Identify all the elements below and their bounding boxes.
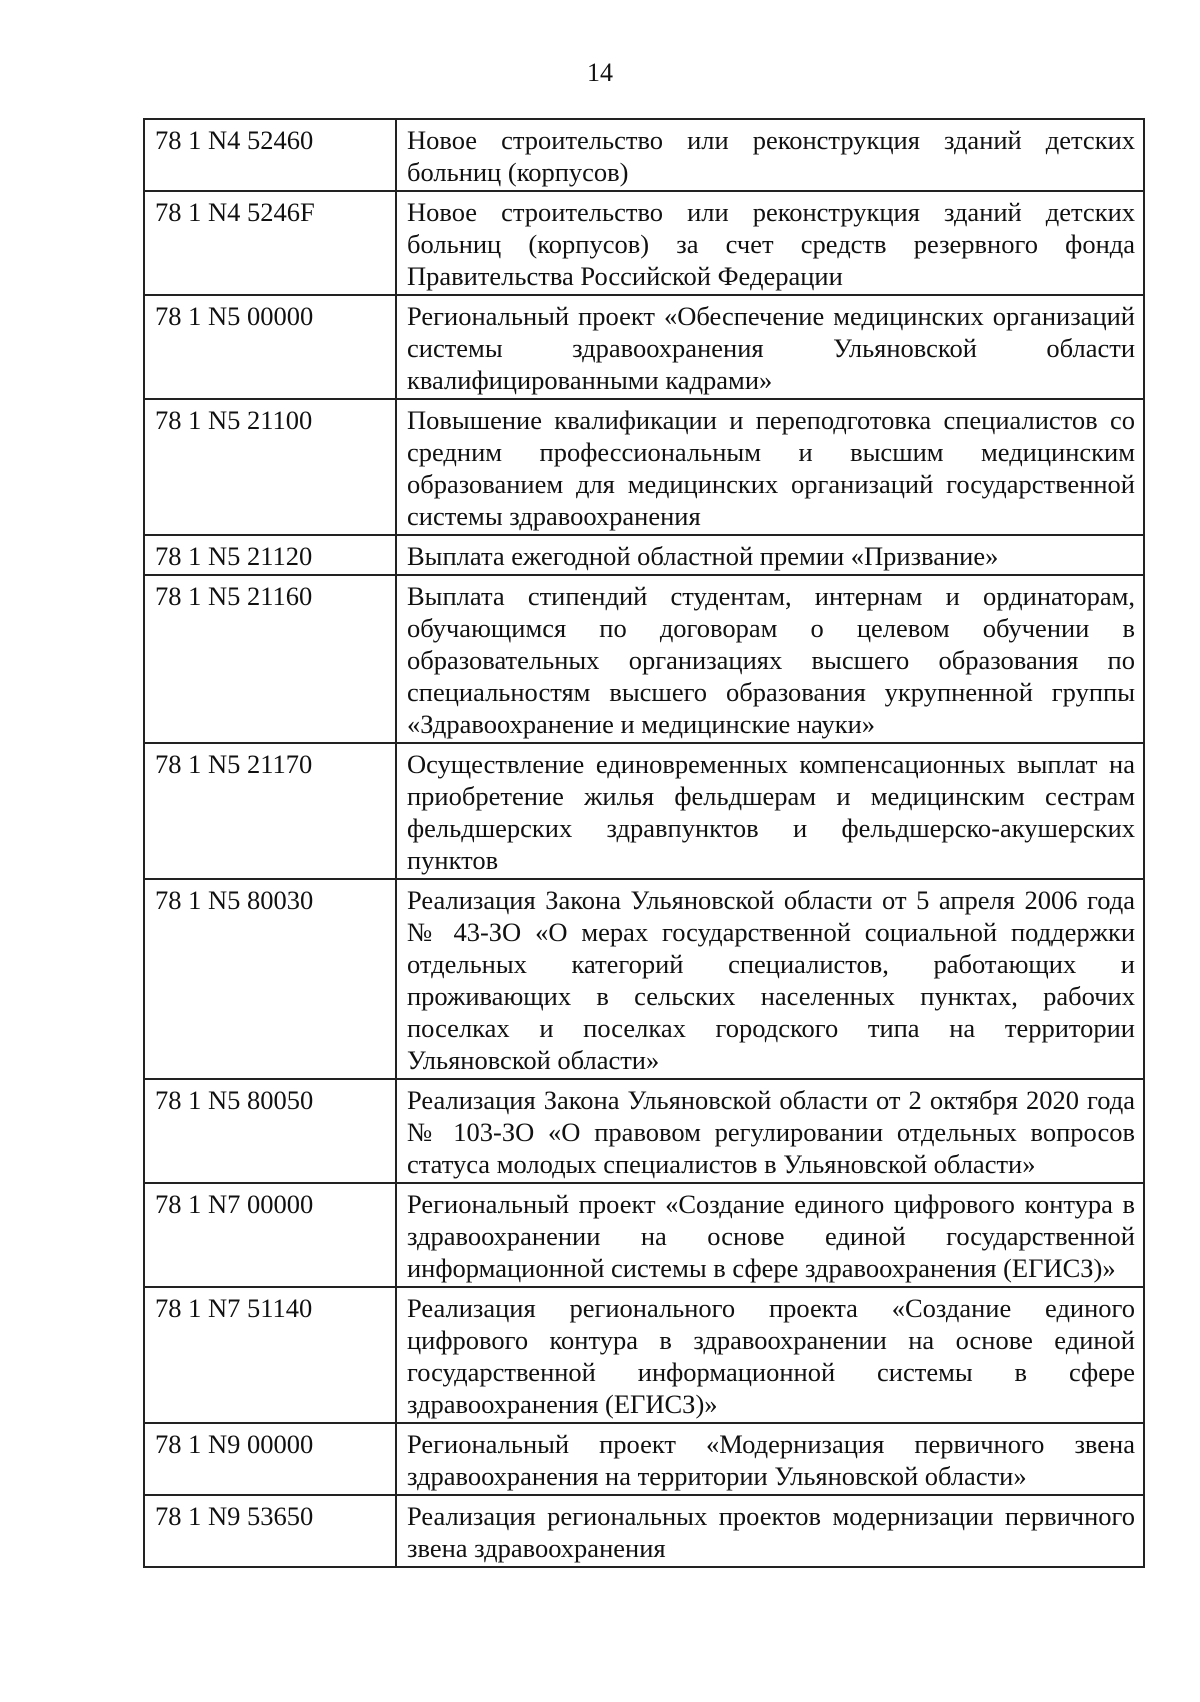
table-row	[144, 1495, 1144, 1567]
row-code: 78 1 N5 00000	[144, 295, 396, 399]
row-code: 78 1 N9 00000	[144, 1423, 396, 1495]
row-description: Региональный проект «Модернизация первичного звена здравоохранения на территории Ульяновской области»	[396, 1423, 1144, 1495]
table-row	[144, 1423, 1144, 1495]
row-description: Осуществление единовременных компенсационных выплат на приобретение жилья фельдшерам и медицинским сестрам фельдшерских здравпунктов и фельдшерско-акушерских пунктов	[396, 743, 1144, 879]
row-code: 78 1 N4 52460	[144, 119, 396, 191]
table-row	[144, 879, 1144, 1079]
table-row	[144, 535, 1144, 575]
row-code: 78 1 N5 21100	[144, 399, 396, 535]
table-row	[144, 1079, 1144, 1183]
row-code: 78 1 N7 00000	[144, 1183, 396, 1287]
table-row	[144, 575, 1144, 743]
row-description: Повышение квалификации и переподготовка специалистов со средним профессиональным и высшим медицинским образованием для медицинских организаций государственной системы здравоохранения	[396, 399, 1144, 535]
row-description: Региональный проект «Создание единого цифрового контура в здравоохранении на основе единой государственной информационной системы в сфере здравоохранения (ЕГИСЗ)»	[396, 1183, 1144, 1287]
row-description: Реализация Закона Ульяновской области от 5 апреля 2006 года № 43-ЗО «О мерах государственной социальной поддержки отдельных категорий специалистов, работающих и проживающих в сельских населенных пунктах, рабочих поселках и поселках городского типа на территории Ульяновской области»	[396, 879, 1144, 1079]
table-row	[144, 1287, 1144, 1423]
budget-code-table	[143, 118, 1145, 1568]
row-code: 78 1 N5 80030	[144, 879, 396, 1079]
row-code: 78 1 N5 21160	[144, 575, 396, 743]
table-row	[144, 399, 1144, 535]
row-code: 78 1 N9 53650	[144, 1495, 396, 1567]
page-number: 14	[587, 58, 613, 87]
row-description: Реализация регионального проекта «Создание единого цифрового контура в здравоохранении на основе единой государственной информационной системы в сфере здравоохранения (ЕГИСЗ)»	[396, 1287, 1144, 1423]
row-code: 78 1 N4 5246F	[144, 191, 396, 295]
table-row	[144, 743, 1144, 879]
table-row	[144, 295, 1144, 399]
row-description: Выплата стипендий студентам, интернам и ординаторам, обучающимся по договорам о целевом обучении в образовательных организациях высшего образования по специальностям высшего образования укрупненной группы «Здравоохранение и медицинские науки»	[396, 575, 1144, 743]
row-description: Региональный проект «Обеспечение медицинских организаций системы здравоохранения Ульяновской области квалифицированными кадрами»	[396, 295, 1144, 399]
row-description: Новое строительство или реконструкция зданий детских больниц (корпусов)	[396, 119, 1144, 191]
row-description: Выплата ежегодной областной премии «Призвание»	[396, 535, 1144, 575]
table-row	[144, 1183, 1144, 1287]
row-description: Реализация Закона Ульяновской области от 2 октября 2020 года № 103-ЗО «О правовом регулировании отдельных вопросов статуса молодых специалистов в Ульяновской области»	[396, 1079, 1144, 1183]
row-code: 78 1 N5 80050	[144, 1079, 396, 1183]
row-description: Реализация региональных проектов модернизации первичного звена здравоохранения	[396, 1495, 1144, 1567]
row-code: 78 1 N7 51140	[144, 1287, 396, 1423]
table-row	[144, 119, 1144, 191]
row-code: 78 1 N5 21170	[144, 743, 396, 879]
row-description: Новое строительство или реконструкция зданий детских больниц (корпусов) за счет средств резервного фонда Правительства Российской Федерации	[396, 191, 1144, 295]
table-row	[144, 191, 1144, 295]
row-code: 78 1 N5 21120	[144, 535, 396, 575]
